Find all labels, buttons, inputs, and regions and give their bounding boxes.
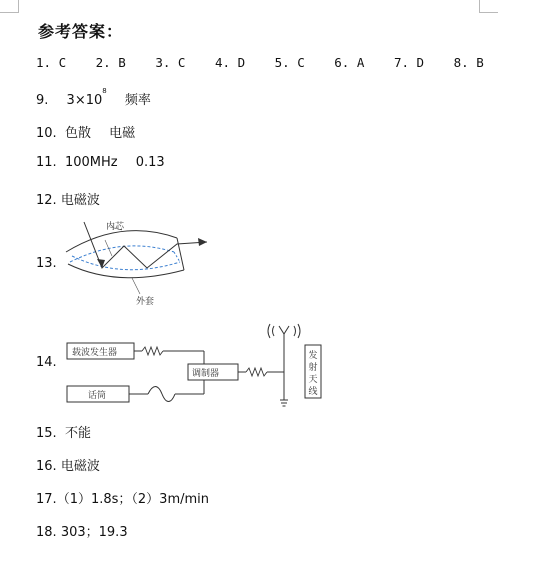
answer-choice: C	[58, 55, 67, 70]
answer-b: 电磁	[109, 126, 136, 141]
answer-choice: A	[356, 55, 365, 70]
exponent: 8	[102, 87, 107, 95]
answer-a: （1）1.8s；（2）3m/min	[56, 492, 210, 507]
fiber-core-label: 内芯	[106, 222, 125, 232]
answer-num: 15.	[36, 426, 57, 441]
answer-num: 16.	[36, 459, 57, 474]
answer-choice: D	[237, 55, 246, 70]
answer-11	[36, 155, 165, 170]
answer-13-number: 13.	[36, 256, 57, 271]
answer-16	[36, 455, 100, 474]
answer-choice: B	[476, 55, 484, 70]
answer-15	[36, 422, 91, 441]
antenna-label-1: 发	[308, 351, 318, 361]
answer-a: 电磁波	[60, 459, 100, 474]
answer-num: 1.	[36, 55, 52, 70]
answer-18	[36, 521, 128, 540]
page-corner-mark-right	[479, 0, 498, 13]
answer-b: 0.13	[135, 155, 165, 170]
answer-num: 4.	[214, 55, 231, 70]
answer-num: 18.	[36, 525, 57, 540]
answer-num: 8.	[453, 55, 469, 70]
answer-a: 100MHz	[64, 155, 118, 170]
answer-word: 频率	[124, 93, 151, 108]
answer-num: 11.	[36, 155, 57, 170]
antenna-label-2: 射	[308, 363, 318, 373]
answer-a: 电磁波	[60, 193, 100, 208]
answer-a: 色散	[64, 126, 91, 141]
answer-num: 17.	[36, 492, 57, 507]
answer-speed: $3\times 10^8$	[66, 87, 107, 108]
answer-14-number: 14.	[36, 355, 57, 370]
answer-a: 不能	[64, 426, 91, 441]
fiber-sheath-label: 外套	[136, 297, 155, 307]
answer-num: 12.	[36, 193, 57, 208]
answers-1-to-8	[36, 55, 484, 70]
answer-a: 303；19.3	[60, 525, 128, 540]
answer-choice: D	[416, 55, 425, 70]
answer-num: 2.	[95, 55, 111, 70]
answer-num: 5.	[274, 55, 290, 70]
answer-key-title: 参考答案：	[38, 22, 124, 41]
answer-9	[36, 89, 151, 108]
answer-choice: C	[297, 55, 305, 70]
answer-num: 6.	[334, 55, 350, 70]
antenna-label-4: 线	[308, 387, 318, 397]
answer-num: 10.	[36, 126, 57, 141]
answer-num: 9.	[36, 93, 49, 108]
answer-choice: B	[118, 55, 126, 70]
answer-num: 7.	[393, 55, 409, 70]
optical-fiber-diagram	[62, 216, 217, 308]
answer-10	[36, 122, 135, 141]
page-corner-mark-left	[0, 0, 19, 13]
radio-transmitter-diagram	[62, 316, 332, 408]
modulator-label: 调制器	[192, 369, 220, 379]
answer-12	[36, 189, 100, 208]
answer-choice: C	[177, 55, 186, 70]
antenna-label-3: 天	[308, 375, 318, 385]
answer-num: 3.	[155, 55, 171, 70]
answer-17	[36, 488, 209, 507]
microphone-label: 话筒	[88, 391, 107, 401]
carrier-generator-label: 载波发生器	[72, 348, 118, 358]
